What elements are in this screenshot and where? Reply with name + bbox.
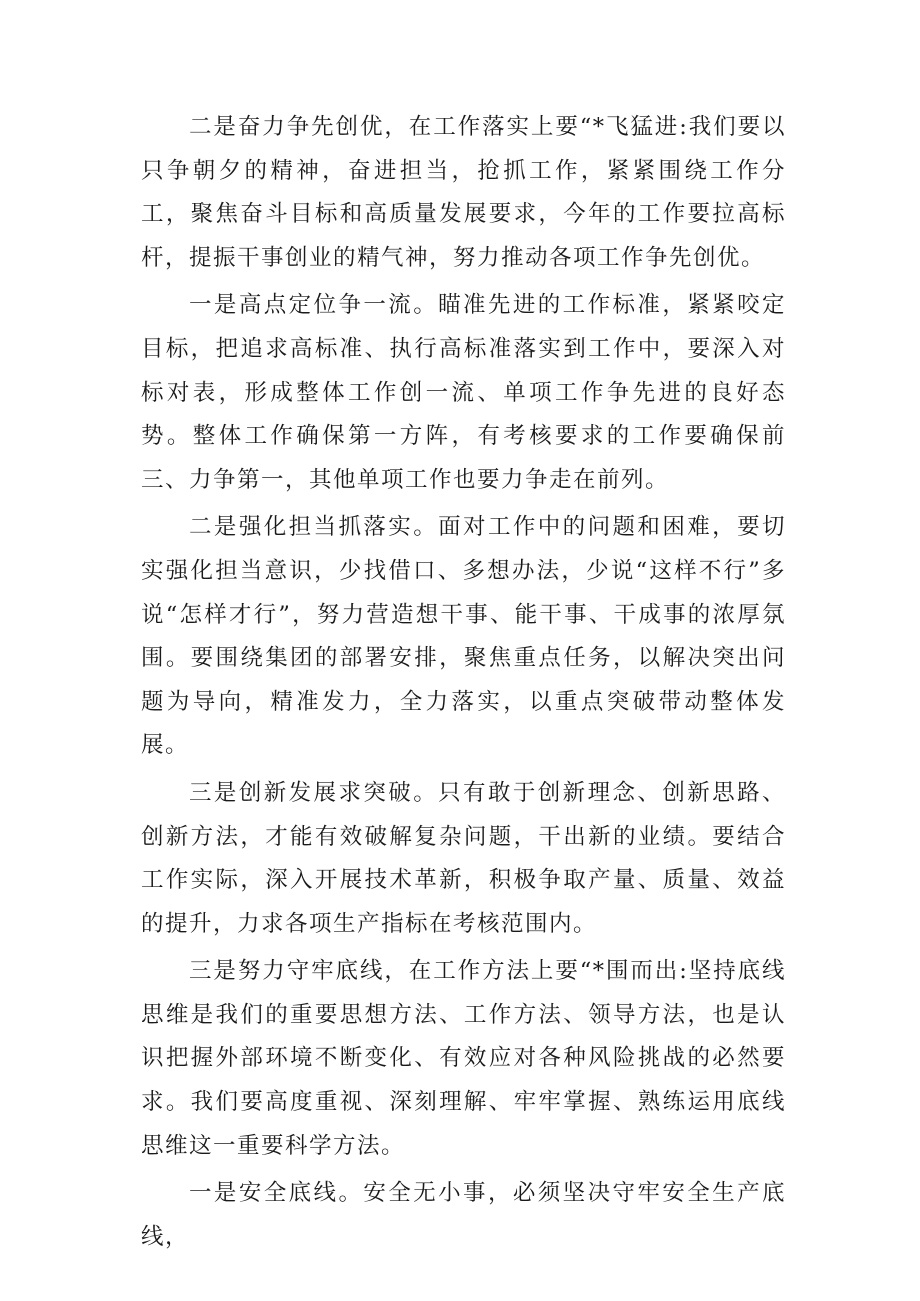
paragraph-high-positioning: 一是高点定位争一流。瞄准先进的工作标准，紧紧咬定目标，把追求高标准、执行高标准落实到工作中，要深入对标对表，形成整体工作创一流、单项工作争先进的良好态势。整体工作确保第一方阵，有考核要求的工作要确保前三、力争第一，其他单项工作也要力争走在前列。: [141, 292, 786, 493]
paragraph-hold-bottom-line: 三是努力守牢底线，在工作方法上要“*围而出:坚持底线思维是我们的重要思想方法、工作方法、领导方法，也是认识把握外部环境不断变化、有效应对各种风险挑战的必然要求。我们要高度重视、深刻理解、牢牢掌握、熟练运用底线思维这一重要科学方法。: [141, 958, 786, 1159]
paragraph-strengthen-responsibility: 二是强化担当抓落实。面对工作中的问题和困难，要切实强化担当意识，少找借口、多想办法，少说“这样不行”多说“怎样才行”，努力营造想干事、能干事、干成事的浓厚氛围。要围绕集团的部署安排，聚焦重点任务，以解决突出问题为导向，精准发力，全力落实，以重点突破带动整体发展。: [141, 514, 786, 759]
paragraph-compete-for-excellence: 二是奋力争先创优，在工作落实上要“*飞猛进:我们要以只争朝夕的精神，奋进担当，抢抓工作，紧紧围绕工作分工，聚焦奋斗目标和高质量发展要求，今年的工作要拉高标杆，提振干事创业的精气神，努力推动各项工作争先创优。: [141, 114, 786, 271]
paragraph-safety-bottom-line: 一是安全底线。安全无小事，必须坚决守牢安全生产底线，: [141, 1180, 786, 1250]
document-body: [141, 106, 786, 1263]
paragraph-innovation-breakthrough: 三是创新发展求突破。只有敢于创新理念、创新思路、创新方法，才能有效破解复杂问题，干出新的业绩。要结合工作实际，深入开展技术革新，积极争取产量、质量、效益的提升，力求各项生产指标在考核范围内。: [141, 779, 786, 937]
